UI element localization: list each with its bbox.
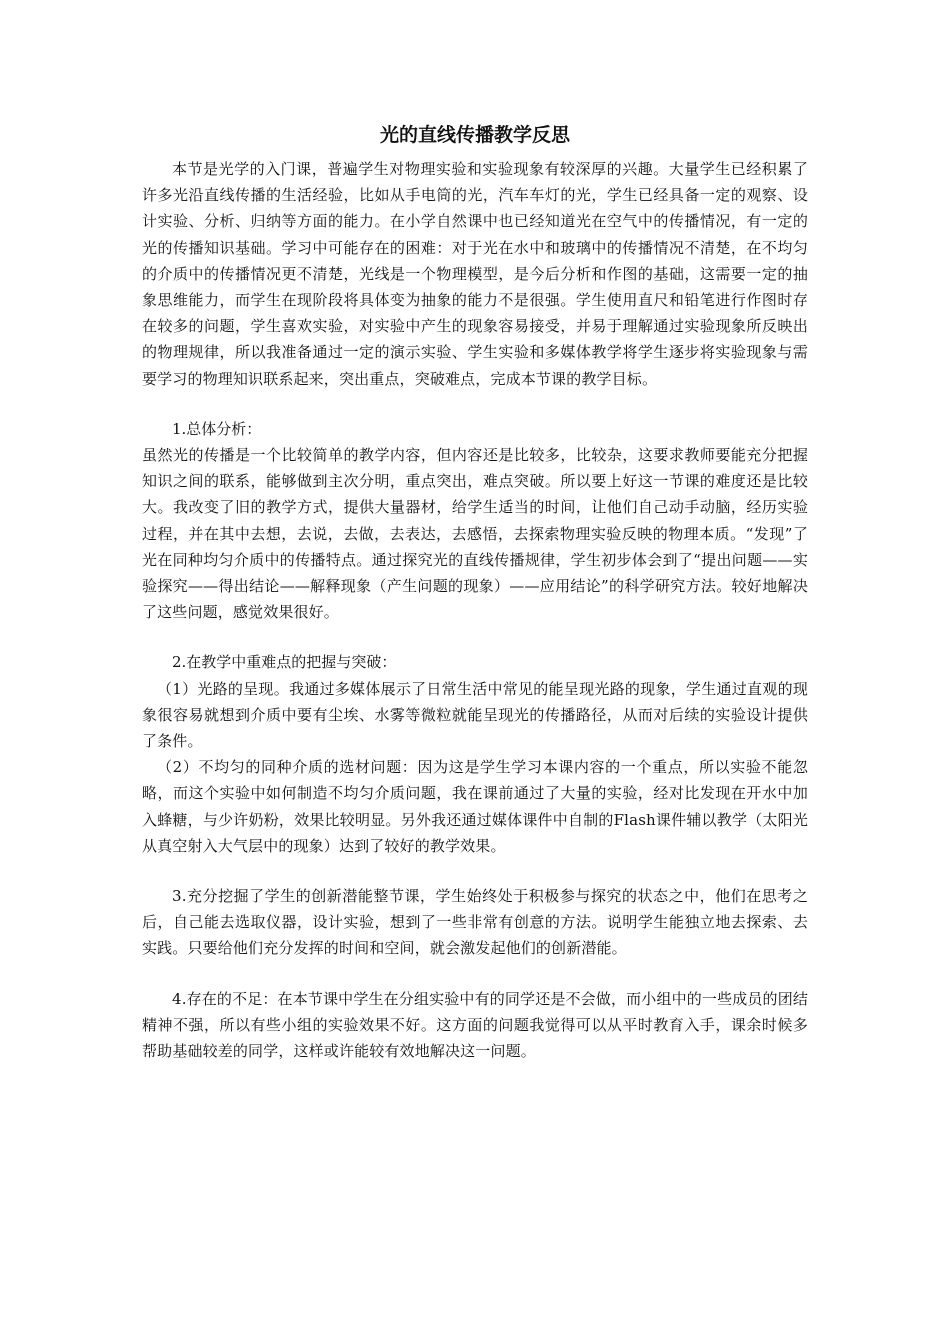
document-title: 光的直线传播教学反思 bbox=[379, 124, 570, 146]
section3-body: 3.充分挖掘了学生的创新潜能整节课，学生始终处于积极参与探究的状态之中，他们在思考之后，自己能去选取仪器，设计实验，想到了一些非常有创意的方法。说明学生能独立地去探索、去实践。只要给他们充分发挥的时间和空间，就会激发起他们的创新潜能。 bbox=[142, 887, 808, 958]
intro-paragraph: 本节是光学的入门课，普遍学生对物理实验和实验现象有较深厚的兴趣。大量学生已经积累了许多光沿直线传播的生活经验，比如从手电筒的光，汽车车灯的光，学生已经具备一定的观察、设计实验、分析、归纳等方面的能力。在小学自然课中也已经知道光在空气中的传播情况，有一定的光的传播知识基础。学习中可能存在的困难：对于光在水中和玻璃中的传播情况不清楚，在不均匀的介质中的传播情况更不清楚，光线是一个物理模型，是今后分析和作图的基础，这需要一定的抽象思维能力，而学生在现阶段将具体变为抽象的能力不是很强。学生使用直尺和铅笔进行作图时存在较多的问题，学生喜欢实验，对实验中产生的现象容易接受，并易于理解通过实验现象所反映出的物理规律，所以我准备通过一定的演示实验、学生实验和多媒体教学将学生逐步将实验现象与需要学习的物理知识联系起来，突出重点，突破难点，完成本节课的教学目标。 bbox=[142, 160, 808, 388]
section1-heading: 1.总体分析： bbox=[172, 419, 262, 438]
section1-body: 虽然光的传播是一个比较简单的教学内容，但内容还是比较多，比较杂，这要求教师要能充分把握知识之间的联系，能够做到主次分明，重点突出，难点突破。所以要上好这一节课的难度还是比较大。我改变了旧的教学方式，提供大量器材，给学生适当的时间，让他们自己动手动脑，经历实验过程，并在其中去想，去说，去做，去表达，去感悟，去探索物理实验反映的物理本质。“发现”了光在同种均匀介质中的传播特点。通过探究光的直线传播规律，学生初步体会到了“提出问题——实验探究——得出结论——解释现象（产生问题的现象）——应用结论”的科学研究方法。较好地解决了这些问题，感觉效果很好。 bbox=[142, 446, 808, 622]
paragraph-gap bbox=[142, 859, 808, 883]
section2-item1: （1）光路的呈现。我通过多媒体展示了日常生活中常见的能呈现光路的现象，学生通过直观的现象很容易就想到介质中要有尘埃、水雾等微粒就能呈现光的传播路径，从而对后续的实验设计提供了条件。 bbox=[142, 679, 808, 751]
section2-item2: （2）不均匀的同种介质的选材问题：因为这是学生学习本课内容的一个重点，所以实验不能忽略，而这个实验中如何制造不均匀介质问题，我在课前通过了大量的实验，经对比发现在开水中加入蜂糖，与少许奶粉，效果比较明显。另外我还通过媒体课件中自制的Flash课件辅以教学（太阳光从真空射入大气层中的现象）达到了较好的教学效果。 bbox=[142, 758, 808, 855]
section4-body: 4.存在的不足：在本节课中学生在分组实验中有的同学还是不会做，而小组中的一些成员的团结精神不强，所以有些小组的实验效果不好。这方面的问题我觉得可以从平时教育入手，课余时候多帮助基础较差的同学，这样或许能较有效地解决这一问题。 bbox=[142, 989, 808, 1061]
document-body bbox=[142, 120, 808, 1064]
paragraph-gap bbox=[142, 962, 808, 986]
paragraph-gap bbox=[142, 625, 808, 649]
paragraph-gap bbox=[142, 392, 808, 416]
section2-heading: 2.在教学中重难点的把握与突破： bbox=[172, 653, 397, 672]
